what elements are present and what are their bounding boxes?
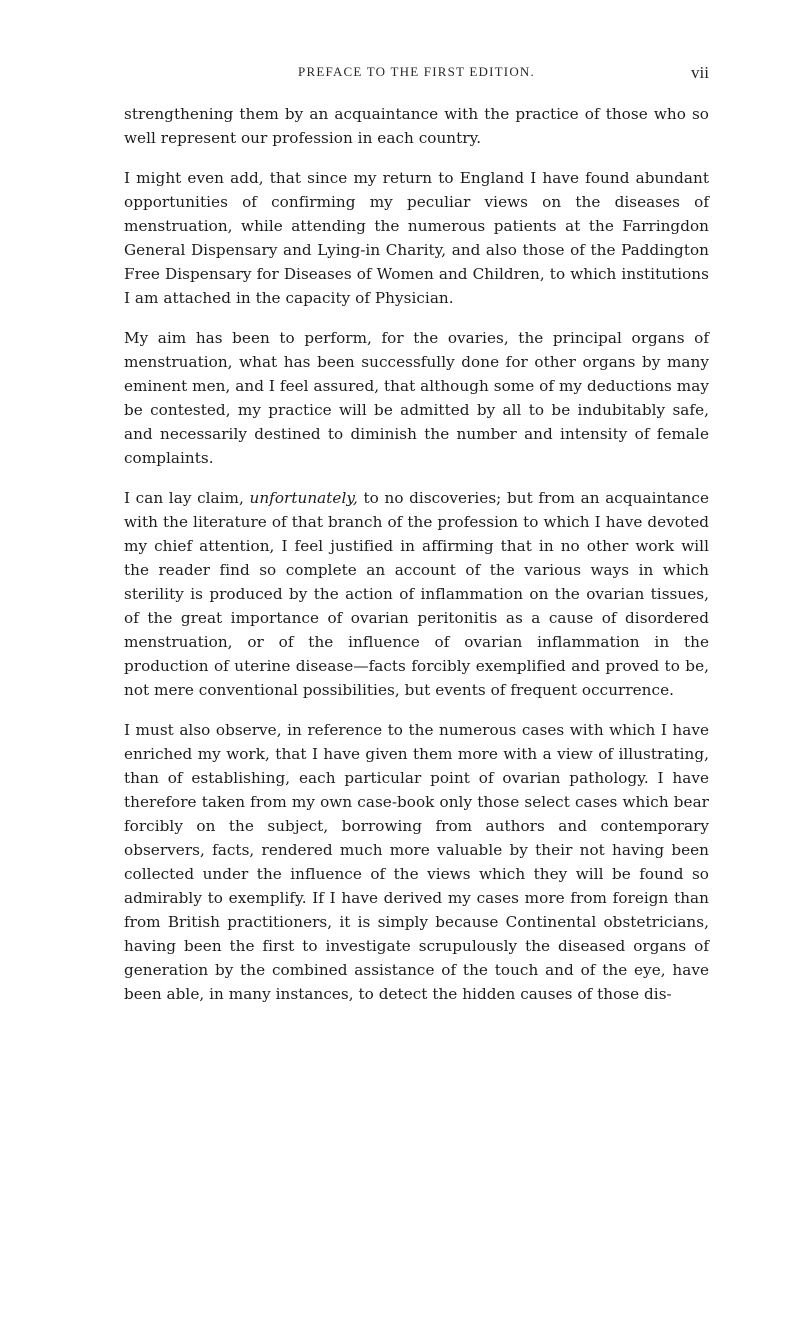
paragraph-cases: I must also observe, in reference to the numerous cases with which I have enriched my work, that I have given them more with a view of illustrating, than of establishing, each particular point of ovarian pathology. I have therefore taken from my own case-book only those select cases which bear forcibly on the subject, borrowing from authors and contemporary observers, facts, rendered much more valuable by their not having been collected under the influence of the views which they will be found so admirably to exemplify. If I have derived my cases more from foreign than from British practitioners, it is simply because Continental obstetricians, having been the first to investigate scrupulously the diseased organs of generation by the combined assistance of the touch and of the eye, have been able, in many instances, to detect the hidden causes of those dis- bbox=[124, 721, 709, 1003]
page-number: vii bbox=[691, 63, 709, 82]
emphasis-unfortunately: unfortunately, bbox=[249, 489, 358, 507]
running-title: PREFACE TO THE FIRST EDITION. bbox=[298, 64, 535, 79]
paragraph-no-discoveries-start: I can lay claim, bbox=[124, 489, 250, 507]
paragraph-continuation: strengthening them by an acquaintance with the practice of those who so well represent our profession in each country. bbox=[124, 105, 709, 147]
paragraph-aim-ovaries: My aim has been to perform, for the ovaries, the principal organs of menstruation, what has been successfully done for other organs by many eminent men, and I feel assured, that although some of my deductions may be contested, my practice will be admitted by all to be indubitably safe, and necessarily destined to diminish the number and intensity of female complaints. bbox=[124, 329, 709, 467]
running-head bbox=[124, 64, 709, 88]
body-text bbox=[124, 102, 709, 1006]
paragraph-no-discoveries-rest: to no discoveries; but from an acquaintance with the literature of that branch of the profession to which I have devoted my chief attention, I feel justified in affirming that in no other work will the reader find so complete an account of the various ways in which sterility is produced by the action of inflammation on the ovarian tissues, of the great importance of ovarian peritonitis as a cause of disordered menstruation, or of the influence of ovarian inflammation in the production of uterine disease—facts forcibly exemplified and proved to be, not mere conventional possibilities, but events of frequent occurrence. bbox=[124, 489, 709, 699]
paragraph-england-dispensaries: I might even add, that since my return to England I have found abundant opportunities of confirming my peculiar views on the diseases of menstruation, while attending the numerous patients at the Farringdon General Dispensary and Lying-in Charity, and also those of the Paddington Free Dispensary for Diseases of Women and Children, to which institutions I am attached in the capacity of Physician. bbox=[124, 169, 709, 307]
paragraph-no-discoveries bbox=[124, 486, 709, 702]
